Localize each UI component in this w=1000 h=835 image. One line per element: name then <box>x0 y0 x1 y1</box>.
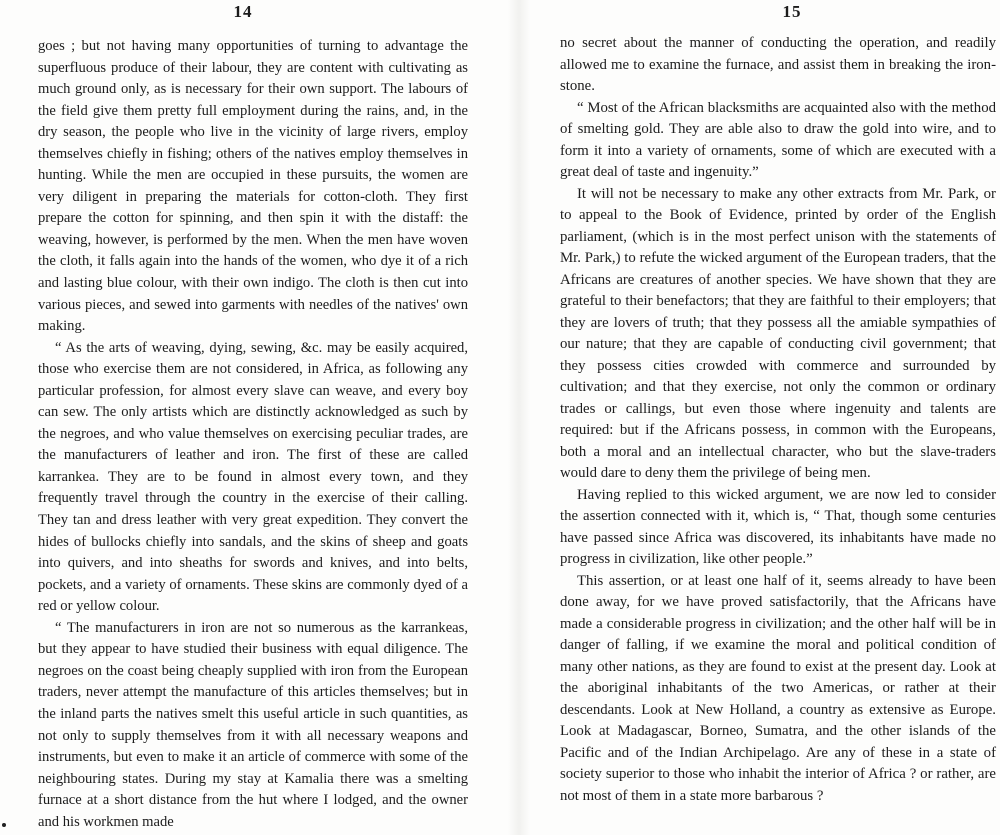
left-paragraph-2: “ As the arts of weaving, dying, sewing, &c. may be easily acquired, those who exercise them are not considered, in Africa, as following any particular profession, for almost every slave can weave, and every boy can sew. The only artists which are distinctly acknowledged as such by the negroes, and who value themselves on exercising peculiar trades, are the manufacturers of leather and iron. The first of these are called karrankea. They are to be found in almost every town, and they frequently travel through the country in the exercise of their calling. They tan and dress leather with very great expedition. They convert the hides of bullocks chiefly into sandals, and the skins of sheep and goats into quivers, and into sheaths for swords and knives, and into belts, pockets, and a variety of ornaments. These skins are commonly dyed of a red or yellow colour. <box>38 339 468 615</box>
left-page-body <box>38 36 468 833</box>
right-page-body <box>560 33 996 807</box>
left-paragraph-3: “ The manufacturers in iron are not so numerous as the karrankeas, but they appear to have studied their business with equal diligence. The negroes on the coast being cheaply supplied with iron from the European traders, never attempt the manufacture of this articles themselves; but in the inland parts the natives smelt this useful article in such quantities, as not only to supply themselves from it with all necessary weapons and instruments, but even to make it an article of commerce with some of the neighbouring states. During my stay at Kamalia there was a smelting furnace at a short distance from the hut where I lodged, and the owner and his workmen made <box>38 619 468 830</box>
right-paragraph-5: This assertion, or at least one half of it, seems already to have been done away, for we have proved satisfactorily, that the Africans have made a considerable progress in civilization; and the other half will be in danger of falling, if we examine the moral and political condition of many other nations, as they are found to exist at the present day. Look at the aboriginal inhabitants of the two Americas, or rather at their descendants. Look at New Holland, a country as extensive as Europe. Look at Madagascar, Borneo, Sumatra, and the other islands of the Pacific and of the Indian Archipelago. Are any of these in a state of society superior to those who inhabit the interior of Africa ? or rather, are not most of them in a state more barbarous ? <box>560 572 996 804</box>
right-paragraph-3: It will not be necessary to make any other extracts from Mr. Park, or to appeal to the Book of Evidence, printed by order of the English parliament, (which is in the most perfect unison with the statements of Mr. Park,) to refute the wicked argument of the European traders, that the Africans are creatures of another species. We have shown that they are grateful to their benefactors; that they are faithful to their employers; that they are lovers of truth; that they possess all the amiable sympathies of our nature; that they are capable of conducting civil government; that they possess cities crowded with commerce and surrounded by cultivation; and that they exercise, not only the common or ordinary trades or callings, but even those where ingenuity and talents are required: but if the Africans possess, in common with the Europeans, both a moral and an intellectual character, who but the slave-traders would dare to deny them the privilege of being men. <box>560 185 996 481</box>
right-paragraph-1: no secret about the manner of conducting the operation, and readily allowed me to examine the furnace, and assist them in breaking the iron-stone. <box>560 35 996 94</box>
left-paragraph-1: goes ; but not having many opportunities of turning to advantage the superfluous produce of their labour, they are content with cultivating as much ground only, as is necessary for their own support. The labours of the field give them pretty full employment during the rains, and, in the dry season, the people who live in the vicinity of large rivers, employ themselves chiefly in fishing; others of the natives employ themselves in hunting. While the men are occupied in these pursuits, the women are very diligent in preparing the materials for cotton-cloth. They first prepare the cotton for spinning, and then spin it with the distaff: the weaving, however, is performed by the men. When the men have woven the cloth, it falls again into the hands of the women, who dye it of a rich and lasting blue colour, with their own indigo. The cloth is then cut into various pieces, and sewed into garments with needles of the natives' own making. <box>38 38 468 335</box>
page-number-left: 14 <box>233 2 253 21</box>
right-page <box>560 0 996 835</box>
right-paragraph-4: Having replied to this wicked argument, we are now led to consider the assertion connected with it, which is, “ That, though some centuries have passed since Africa was discovered, its inhabitants have made no progress in civilization, like other people.” <box>560 486 996 567</box>
left-page <box>38 0 468 835</box>
book-gutter <box>508 0 530 835</box>
page-number-right: 15 <box>782 2 802 21</box>
right-paragraph-2: “ Most of the African blacksmiths are acquainted also with the method of smelting gold. They are able also to draw the gold into wire, and to form it into a variety of ornaments, some of which are executed with a great deal of taste and ingenuity.” <box>560 99 996 180</box>
scan-speck <box>2 823 6 827</box>
